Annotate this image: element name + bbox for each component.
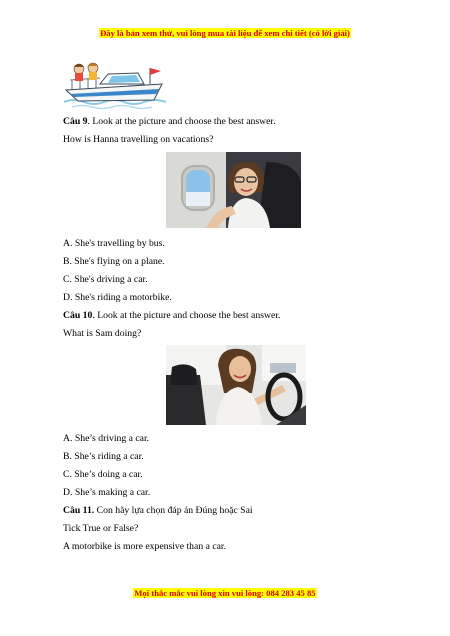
preview-notice bbox=[0, 28, 450, 38]
q11-instruction-text: Con hãy lựa chọn đáp án Đúng hoặc Sai bbox=[94, 505, 253, 516]
contact-notice bbox=[0, 588, 450, 598]
car-driving-photo bbox=[166, 345, 306, 425]
q9-label: Câu 9 bbox=[63, 116, 88, 127]
q9-instruction bbox=[63, 116, 276, 127]
q9-question: How is Hanna travelling on vacations? bbox=[63, 134, 214, 145]
q11-instruction bbox=[63, 505, 253, 516]
q10-instruction bbox=[63, 310, 280, 321]
q9-instruction-text: . Look at the picture and choose the best answer. bbox=[87, 116, 276, 127]
q10-label: Câu 10 bbox=[63, 310, 93, 321]
q9-option-a: A. She's travelling by bus. bbox=[63, 238, 165, 249]
boat-illustration bbox=[62, 54, 172, 112]
q10-option-c: C. She’s doing a car. bbox=[63, 469, 143, 480]
q10-option-d: D. She’s making a car. bbox=[63, 487, 151, 498]
q10-instruction-text: . Look at the picture and choose the best answer. bbox=[92, 310, 281, 321]
q11-line2: Tick True or False? bbox=[63, 523, 139, 534]
q10-option-a: A. She’s driving a car. bbox=[63, 433, 150, 444]
q9-option-c: C. She's driving a car. bbox=[63, 274, 148, 285]
preview-notice-text: Đây là bản xem thử, vui lòng mua tài liệu để xem chi tiết (có lời giải) bbox=[100, 28, 350, 38]
q11-label: Câu 11. bbox=[63, 505, 95, 516]
airplane-photo bbox=[166, 152, 301, 228]
contact-notice-text: Mọi thắc mắc vui lòng xin vui lòng: 084 283 45 85 bbox=[134, 588, 316, 598]
q9-option-d: D. She's riding a motorbike. bbox=[63, 292, 172, 303]
q11-statement: A motorbike is more expensive than a car. bbox=[63, 541, 227, 552]
q9-option-b: B. She's flying on a plane. bbox=[63, 256, 165, 267]
q10-question: What is Sam doing? bbox=[63, 328, 142, 339]
q10-option-b: B. She’s riding a car. bbox=[63, 451, 144, 462]
